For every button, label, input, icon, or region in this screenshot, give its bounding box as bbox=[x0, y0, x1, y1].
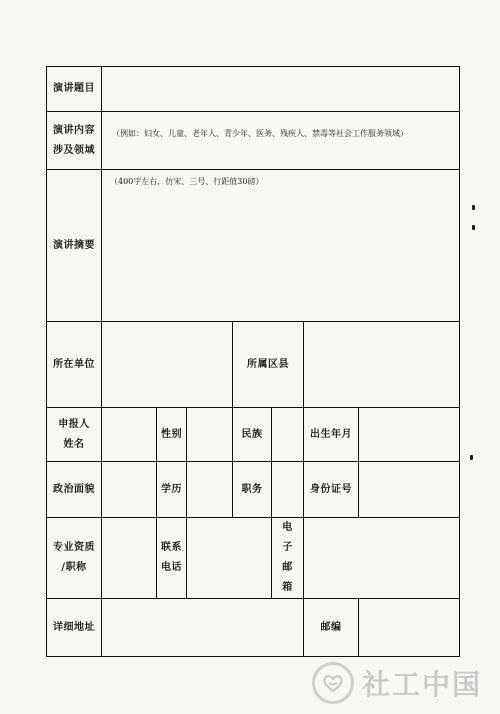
phone-label-line2: 电话 bbox=[161, 562, 182, 573]
email-label-line2: 邮 箱 bbox=[282, 562, 304, 593]
applicant-name-input[interactable] bbox=[102, 408, 157, 462]
position-label: 职务 bbox=[233, 462, 272, 518]
speech-summary-hint: （400字左右，仿宋、三号、行距值30磅） bbox=[110, 177, 264, 186]
qualification-input[interactable] bbox=[102, 518, 157, 599]
row-applicant bbox=[47, 408, 460, 462]
heart-hands-icon bbox=[312, 662, 354, 704]
district-label: 所属区县 bbox=[233, 322, 304, 408]
watermark bbox=[312, 662, 482, 704]
speech-field-input[interactable] bbox=[102, 112, 460, 170]
speech-field-hint: （例如：妇女、儿童、老年人、青少年、医务、残疾人、禁毒等社会工作服务领域） bbox=[112, 129, 408, 138]
margin-mark bbox=[472, 225, 475, 230]
margin-mark bbox=[470, 455, 473, 460]
row-speech-summary bbox=[47, 170, 460, 322]
org-input[interactable] bbox=[102, 322, 233, 408]
speech-summary-input[interactable] bbox=[102, 170, 460, 322]
phone-label-line1: 联系 bbox=[161, 542, 182, 553]
id-number-input[interactable] bbox=[359, 462, 460, 518]
district-input[interactable] bbox=[304, 322, 460, 408]
gender-label: 性别 bbox=[157, 408, 187, 462]
address-label: 详细地址 bbox=[47, 599, 102, 657]
education-input[interactable] bbox=[187, 462, 233, 518]
political-label: 政治面貌 bbox=[47, 462, 102, 518]
email-label bbox=[272, 518, 304, 599]
qualification-label bbox=[47, 518, 102, 599]
gender-input[interactable] bbox=[187, 408, 233, 462]
org-label: 所在单位 bbox=[47, 322, 102, 408]
education-label: 学历 bbox=[157, 462, 187, 518]
email-label-line1: 电 子 bbox=[282, 522, 304, 553]
ethnicity-input[interactable] bbox=[272, 408, 304, 462]
ethnicity-label: 民族 bbox=[233, 408, 272, 462]
row-address bbox=[47, 599, 460, 657]
margin-mark bbox=[472, 205, 475, 210]
qualification-label-line1: 专业资质 bbox=[53, 542, 95, 553]
row-speech-title bbox=[47, 67, 460, 112]
applicant-name-label bbox=[47, 408, 102, 462]
address-input[interactable] bbox=[102, 599, 304, 657]
speech-title-input[interactable] bbox=[102, 67, 460, 112]
email-input[interactable] bbox=[304, 518, 460, 599]
birth-label: 出生年月 bbox=[304, 408, 359, 462]
political-input[interactable] bbox=[102, 462, 157, 518]
applicant-name-label-line1: 申报人 bbox=[58, 418, 90, 430]
phone-input[interactable] bbox=[187, 518, 272, 599]
speech-title-label: 演讲题目 bbox=[47, 67, 102, 112]
speech-field-label-line2: 涉及领域 bbox=[53, 144, 95, 156]
phone-label bbox=[157, 518, 187, 599]
id-number-label: 身份证号 bbox=[304, 462, 359, 518]
applicant-name-label-line2: 姓名 bbox=[63, 438, 85, 450]
row-qualification bbox=[47, 518, 460, 599]
qualification-label-line2: /职称 bbox=[61, 562, 87, 573]
speech-summary-label: 演讲摘要 bbox=[47, 170, 102, 322]
row-political bbox=[47, 462, 460, 518]
watermark-text: 社工中国 bbox=[361, 668, 482, 701]
speech-field-label-line1: 演讲内容 bbox=[53, 124, 95, 136]
position-input[interactable] bbox=[272, 462, 304, 518]
row-speech-field bbox=[47, 112, 460, 170]
birth-input[interactable] bbox=[359, 408, 460, 462]
postcode-label: 邮编 bbox=[304, 599, 359, 657]
application-form bbox=[46, 66, 460, 657]
row-org bbox=[47, 322, 460, 408]
postcode-input[interactable] bbox=[359, 599, 460, 657]
speech-field-label bbox=[47, 112, 102, 170]
